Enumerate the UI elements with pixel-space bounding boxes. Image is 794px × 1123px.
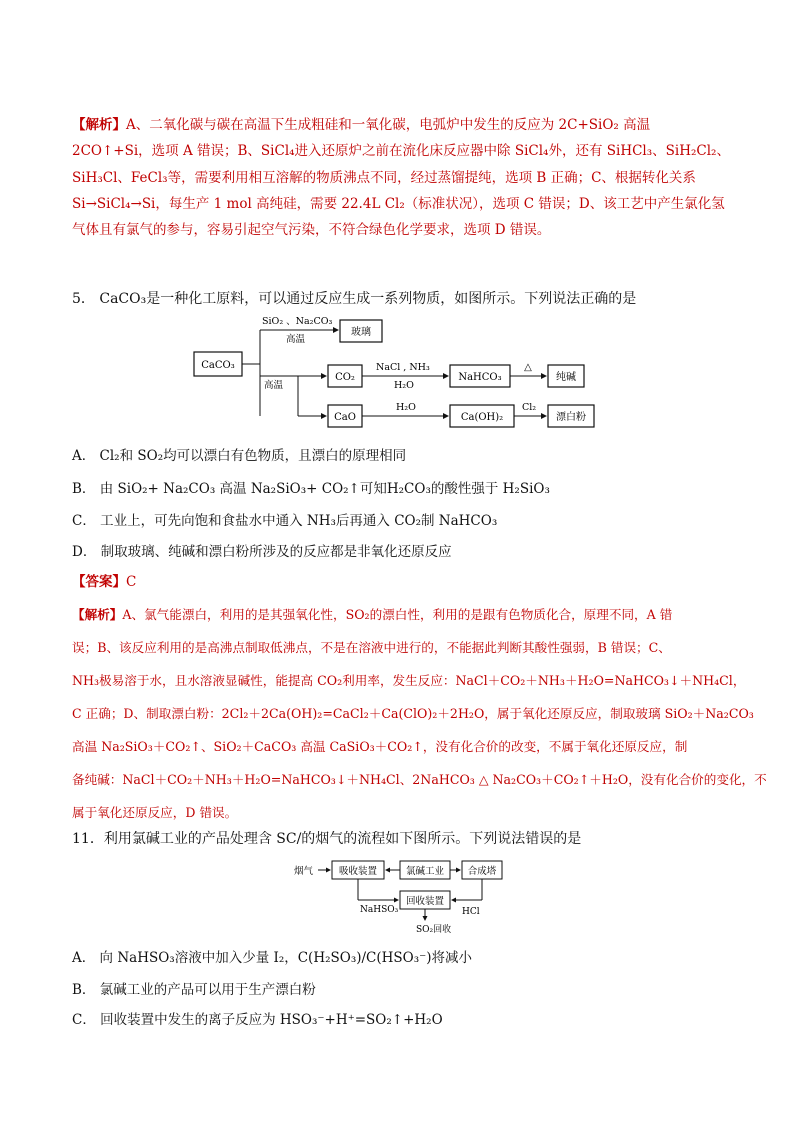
mid-cond: 高温 (264, 380, 284, 391)
q5-answer (72, 570, 136, 590)
top-cond: 高温 (286, 334, 306, 345)
answer-value: C (126, 574, 137, 590)
nacl-nh3: NaCl , NH₃ (376, 362, 430, 373)
cao-label: CaO (334, 412, 356, 423)
q11-option-a: A． 向 NaHSO₃溶液中加入少量 I₂，C(H₂SO₃)/C(HSO₃⁻)将减小 (72, 950, 473, 966)
glass-label: 玻璃 (351, 327, 371, 338)
analysis-line: 误；B、该反应利用的是高沸点制取低沸点，不是在溶液中进行的，不能据此判断其酸性强弱，B 错误；C、 (72, 640, 671, 655)
q11-option-b: B． 氯碱工业的产品可以用于生产漂白粉 (72, 982, 316, 998)
q5-flow-diagram (190, 308, 610, 438)
soda-label: 纯碱 (556, 372, 576, 383)
analysis-label: 【解析】 (72, 117, 126, 133)
analysis-line: 属于氧化还原反应，D 错误。 (72, 805, 238, 820)
q5-option-c: C． 工业上，可先向饱和食盐水中通入 NH₃后再通入 CO₂制 NaHCO₃ (72, 513, 498, 529)
absorber-label: 吸收装置 (338, 866, 378, 877)
caco3-label: CaCO₃ (201, 360, 235, 371)
heat-symbol: △ (524, 362, 532, 373)
nahso3-label: NaHSO₃ (360, 905, 399, 915)
synth-label: 合成塔 (467, 866, 497, 877)
answer-label: 【答案】 (72, 574, 126, 590)
chlor-alkali-label: 氯碱工业 (405, 866, 445, 877)
q5-analysis (72, 598, 767, 829)
analysis-line: C 正确；D、制取漂白粉：2Cl₂＋2Ca(OH)₂=CaCl₂＋Ca(ClO)₂＋2H₂O，属于氧化还原反应，制取玻璃 SiO₂＋Na₂CO₃ (72, 706, 754, 721)
h2o-2: H₂O (396, 402, 416, 413)
flue-gas: 烟气 (294, 866, 314, 877)
caoh2-label: Ca(OH)₂ (460, 412, 504, 423)
q11-stem: 11．利用氯碱工业的产品处理含 SC/的烟气的流程如下图所示。下列说法错误的是 (72, 831, 582, 847)
analysis-line: 高温 Na₂SiO₃＋CO₂↑、SiO₂＋CaCO₃ 高温 CaSiO₃＋CO₂↑，没有化合价的改变，不属于氧化还原反应，制 (72, 739, 688, 754)
bleach-label: 漂白粉 (556, 412, 586, 423)
q5-option-d: D． 制取玻璃、纯碱和漂白粉所涉及的反应都是非氧化还原反应 (72, 544, 452, 560)
analysis-text: A、二氧化碳与碳在高温下生成粗硅和一氧化碳，电弧炉中发生的反应为 2C+SiO₂ 高温 2CO↑+Si，选项 A 错误；B、SiCl₄进入还原炉之前在流化床反应器中除 SiCl₄外，还有 SiHCl₃、SiH₂Cl₂、SiH₃Cl、FeCl₃等，需要利用相互溶解的物质沸点不同，经过蒸馏提纯，选项 B 正确；C、根据转化关系 Si→SiCl₄→Si，每生产 1 mol 高纯硅，需要 22.4L Cl₂（标准状况），选项 C 错误；D、该工艺中产生氯化氢气体且有氯气的参与，容易引起空气污染，不符合绿色化学要求，选项 D 错误。 (72, 117, 730, 239)
analysis-line: 备纯碱：NaCl＋CO₂＋NH₃＋H₂O=NaHCO₃↓＋NH₄Cl、2NaHCO₃ △ Na₂CO₃＋CO₂↑＋H₂O，没有化合价的变化，不 (72, 772, 767, 787)
top-reagent: SiO₂ 、Na₂CO₃ (262, 316, 333, 327)
cl2-label: Cl₂ (522, 402, 537, 413)
q5-stem: 5． CaCO₃是一种化工原料，可以通过反应生成一系列物质，如图所示。下列说法正确的是 (72, 291, 637, 307)
analysis-line: 【解析】A、氯气能漂白，利用的是其强氧化性，SO₂的漂白性，利用的是跟有色物质化合，原理不同，A 错 (72, 607, 673, 622)
q11-option-c: C． 回收装置中发生的离子反应为 HSO₃⁻+H⁺=SO₂↑+H₂O (72, 1012, 443, 1028)
nahco3-label: NaHCO₃ (458, 372, 502, 383)
analysis-label: 【解析】 (72, 607, 123, 622)
co2-label: CO₂ (335, 372, 355, 383)
analysis-line: NH₃极易溶于水，且水溶液显碱性，能提高 CO₂利用率，发生反应：NaCl＋CO₂＋NH₃＋H₂O=NaHCO₃↓＋NH₄Cl， (72, 673, 746, 688)
recovery-label: 回收装置 (405, 896, 445, 907)
q5-option-b: B． 由 SiO₂+ Na₂CO₃ 高温 Na₂SiO₃+ CO₂↑可知H₂CO₃的酸性强于 H₂SiO₃ (72, 481, 550, 497)
analysis-block-1 (72, 112, 732, 244)
q5-option-a: A． Cl₂和 SO₂均可以漂白有色物质，且漂白的原理相同 (72, 448, 407, 464)
so2-label: SO₂回收 (416, 925, 452, 935)
h2o-1: H₂O (394, 380, 414, 391)
hcl-label: HCl (462, 907, 480, 917)
q11-flow-diagram (290, 856, 520, 936)
